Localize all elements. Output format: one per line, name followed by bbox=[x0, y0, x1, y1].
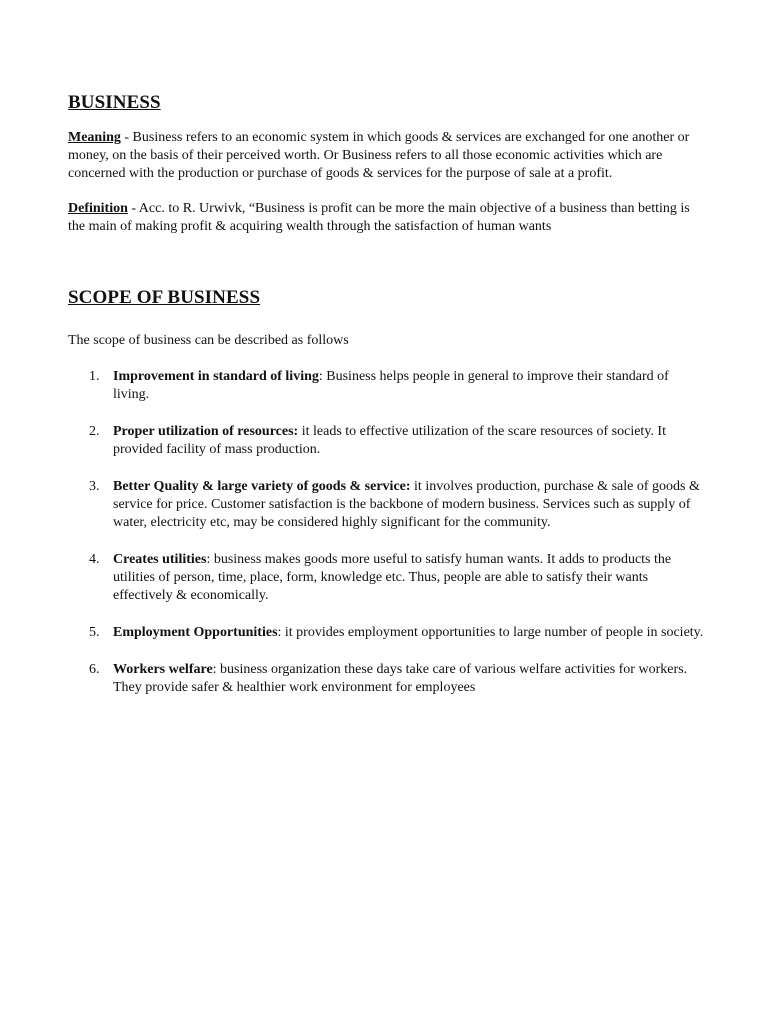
list-term: Employment Opportunities bbox=[113, 625, 278, 640]
list-term: Creates utilities bbox=[113, 552, 207, 567]
list-number: 3. bbox=[89, 479, 100, 494]
meaning-paragraph bbox=[68, 129, 704, 183]
document-page bbox=[68, 92, 704, 716]
list-item bbox=[68, 423, 704, 459]
list-term: Improvement in standard of living bbox=[113, 369, 319, 384]
list-text: : it provides employment opportunities to large number of people in society. bbox=[277, 625, 704, 640]
list-item bbox=[68, 551, 704, 605]
definition-paragraph bbox=[68, 200, 704, 236]
definition-label: Definition bbox=[68, 201, 128, 216]
list-text: it involves production, purchase & sale of goods & service for price. Customer satisfaction is the backbone of modern business. Services such as supply of water, electricity etc, may be considered highly significant for the community. bbox=[113, 479, 700, 530]
list-number: 4. bbox=[89, 552, 100, 567]
meaning-label: Meaning bbox=[68, 130, 121, 145]
list-term: Proper utilization of resources: bbox=[113, 424, 299, 439]
list-text: : business makes goods more useful to satisfy human wants. It adds to products the utilities of person, time, place, form, knowledge etc. Thus, people are able to satisfy their wants effectively & economically. bbox=[113, 552, 672, 603]
list-item bbox=[68, 368, 704, 404]
scope-heading: SCOPE OF BUSINESS bbox=[68, 287, 261, 308]
scope-list bbox=[68, 368, 704, 697]
list-term: Workers welfare bbox=[113, 662, 213, 677]
list-text: it leads to effective utilization of the scare resources of society. It provided facility of mass production. bbox=[113, 424, 666, 457]
list-number: 6. bbox=[89, 662, 100, 677]
list-term: Better Quality & large variety of goods & service: bbox=[113, 479, 411, 494]
list-number: 5. bbox=[89, 625, 100, 640]
list-number: 1. bbox=[89, 369, 100, 384]
list-item bbox=[68, 661, 704, 697]
scope-intro: The scope of business can be described as follows bbox=[68, 333, 349, 348]
list-text: : business organization these days take care of various welfare activities for workers. They provide safer & healthier work environment for employees bbox=[113, 662, 688, 695]
list-item bbox=[68, 624, 704, 642]
list-number: 2. bbox=[89, 424, 100, 439]
meaning-text: - Business refers to an economic system in which goods & services are exchanged for one another or money, on the basis of their perceived worth. Or Business refers to all those economic activities which are concerned with the production or purchase of goods & services for the purpose of sale at a profit. bbox=[68, 130, 690, 181]
list-text: : Business helps people in general to improve their standard of living. bbox=[113, 369, 669, 402]
definition-text: - Acc. to R. Urwivk, “Business is profit can be more the main objective of a business than betting is the main of making profit & acquiring wealth through the satisfaction of human wants bbox=[68, 201, 690, 234]
list-item bbox=[68, 478, 704, 532]
business-heading: BUSINESS bbox=[68, 92, 161, 113]
